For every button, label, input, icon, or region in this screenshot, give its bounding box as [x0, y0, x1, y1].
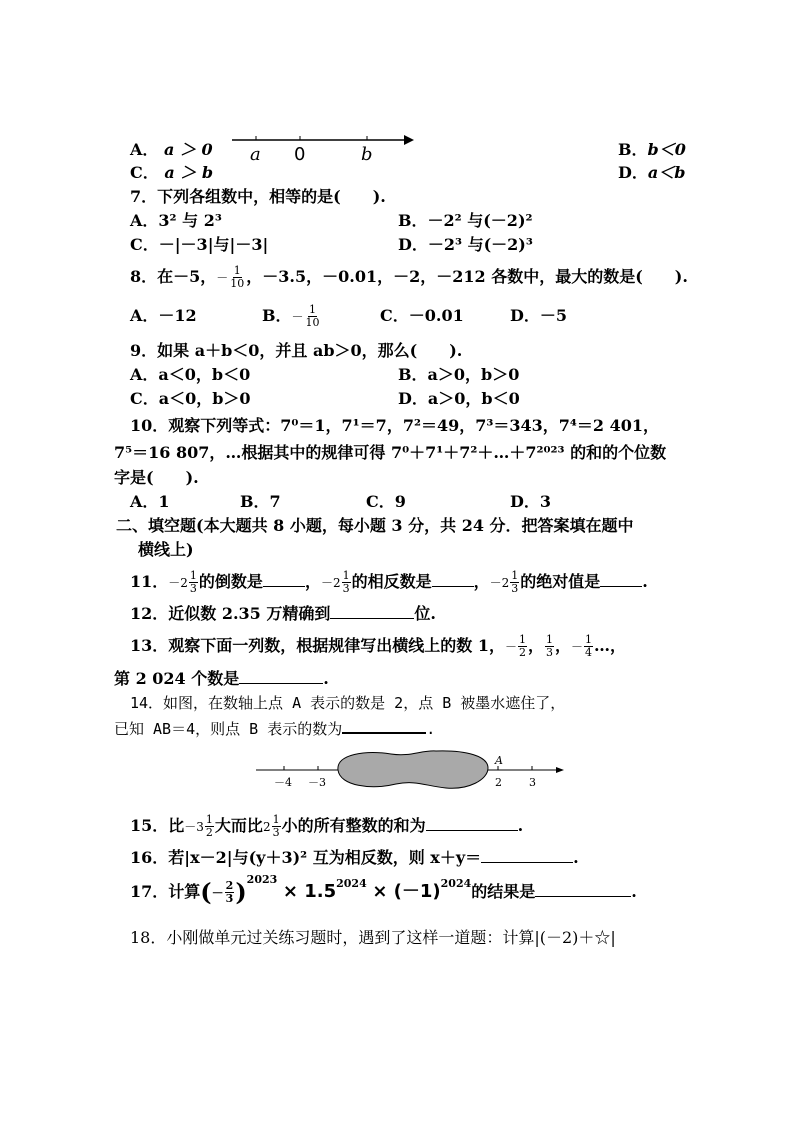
q6-option-d: [618, 163, 685, 183]
q6-option-a: [130, 140, 213, 160]
q13-tail: …，: [594, 636, 627, 655]
q12: [130, 604, 436, 624]
q11-m3-whole: －2: [489, 575, 510, 590]
q17-pre: 17．计算: [130, 882, 201, 901]
q13-f3-num: 1: [546, 633, 554, 646]
q14-blank[interactable]: [342, 718, 426, 734]
q11-mixed-3: [490, 570, 521, 595]
section2-heading-cont: 横线上): [138, 540, 194, 559]
q16-blank[interactable]: [481, 848, 573, 863]
q14-label-a: A: [495, 754, 503, 767]
q9-stem: 9．如果 a＋b＜0，并且 ab＞0，那么( ).: [130, 341, 463, 360]
q16: [130, 848, 579, 868]
q11-num: 11．: [130, 572, 169, 591]
q11-m2-num: 1: [342, 569, 350, 582]
q8-option-b: [262, 304, 322, 329]
q17-end: .: [631, 882, 637, 901]
q15-m1-den: 2: [205, 826, 213, 839]
q15-post: 小的所有整数的和为: [281, 816, 426, 835]
q8-frac-sign: －: [216, 271, 229, 285]
q15-m1-num: 1: [205, 813, 213, 826]
q6-b-label: B．: [618, 140, 648, 159]
q17-blank[interactable]: [535, 882, 631, 897]
q11-t2: ，: [304, 572, 321, 591]
q8-frac-num: 1: [233, 264, 241, 277]
q11-end: .: [642, 572, 648, 591]
q17-exp1: 2023: [246, 873, 278, 886]
q15-mixed-1: [184, 814, 215, 839]
q8-option-c: C．－0.01: [380, 306, 464, 325]
q6-axis-b: b: [361, 144, 373, 165]
q17-fraction: [225, 880, 235, 905]
q8-b-frac-den: 10: [305, 316, 320, 329]
q7-option-a: A．3² 与 2³: [130, 211, 222, 230]
q9-option-d: D．a＞0，b＜0: [398, 389, 520, 408]
q17-frac-den: 3: [225, 892, 234, 905]
q17-exp3: 2024: [440, 877, 472, 890]
section2-heading: 二、填空题(本大题共 8 小题，每小题 3 分，共 24 分．把答案填在题中: [116, 516, 634, 535]
q17-left-paren: (: [200, 877, 212, 907]
q17-mid2: × (－1): [372, 881, 441, 902]
q17: [130, 873, 637, 907]
q14-line2-pre: 已知 AB＝4，则点 B 表示的数为: [114, 720, 343, 738]
q6-a-label: A．: [130, 140, 159, 159]
q10-line1: 10．观察下列等式：7⁰＝1，7¹＝7，7²＝49，7³＝343，7⁴＝2 401，: [130, 416, 660, 435]
q11-t3: 的相反数是: [351, 572, 432, 591]
q14-label-m4: －4: [274, 776, 292, 789]
q8-option-a: A．－12: [130, 306, 197, 325]
q8-frac-den: 10: [230, 277, 245, 290]
q11: [130, 570, 648, 595]
q6-c-label: C．: [130, 163, 159, 182]
q13-pre: 13．观察下面一列数，根据规律写出横线上的数 1，: [130, 636, 505, 655]
q11-m1-whole: －2: [168, 575, 188, 590]
q6-axis-zero: 0: [294, 144, 306, 165]
q9-option-c: C．a＜0，b＞0: [130, 389, 251, 408]
q15-mid: 大而比: [214, 816, 263, 835]
q14-line2: [114, 718, 435, 739]
q15-mixed-2: [263, 814, 282, 839]
q14-line2-post: .: [426, 720, 436, 738]
q14-label-2: 2: [495, 776, 502, 789]
q17-frac-sign: －: [211, 886, 224, 900]
q13-blank[interactable]: [239, 669, 323, 684]
q6-option-b: [618, 140, 686, 160]
q7-option-c: C．－|－3|与|－3|: [130, 235, 269, 254]
q15-m2-whole: 2: [262, 819, 271, 834]
q16-end: .: [573, 848, 579, 867]
q16-pre: 16．若|x－2|与(y＋3)² 互为相反数，则 x＋y＝: [130, 848, 482, 867]
q13-f4-sign: －: [571, 640, 584, 654]
q8-stem-post: ，－3.5，－0.01，－2，－212 各数中，最大的数是( ).: [246, 267, 688, 286]
q15-pre: 15．比: [130, 816, 185, 835]
q14-label-3: 3: [529, 776, 536, 789]
ink-blot: [338, 751, 488, 788]
q8-b-frac-num: 1: [309, 303, 317, 316]
q14-label-m3: －3: [308, 776, 326, 789]
q15-m2-num: 1: [272, 813, 280, 826]
q11-m3-den: 3: [511, 582, 519, 595]
q11-m1-num: 1: [189, 569, 197, 582]
q11-t4: ，: [473, 572, 490, 591]
q13-f2-sign: －: [504, 640, 517, 654]
q17-post: 的结果是: [471, 882, 536, 901]
q18: 18．小刚做单元过关练习题时，遇到了这样一道题：计算|(－2)＋☆|: [130, 928, 616, 947]
q13-f2-den: 2: [519, 646, 526, 659]
q15-m1-whole: －3: [184, 819, 204, 834]
q6-d-label: D．: [618, 163, 648, 182]
q12-pre: 12．近似数 2.35 万精确到: [130, 604, 331, 623]
q10-line3: 字是( ).: [114, 468, 199, 487]
q6-a-text: a ＞ 0: [164, 140, 213, 159]
q13-line2-pre: 第 2 024 个数是: [114, 669, 240, 688]
q13-f3-den: 3: [546, 646, 554, 659]
q8-fraction: [229, 265, 245, 290]
q10-line2: 7⁵＝16 807，…根据其中的规律可得 7⁰＋7¹＋7²＋…＋7²⁰²³ 的和的个位数: [114, 443, 667, 462]
q7-option-b: B．－2² 与(－2)²: [398, 211, 533, 230]
q13-line2: [114, 669, 329, 689]
q11-mixed-2: [321, 570, 352, 595]
q15-end: .: [517, 816, 524, 835]
q6-option-c: [130, 163, 213, 183]
q10-option-d: D．3: [510, 492, 552, 511]
q8-option-d: D．－5: [510, 306, 568, 325]
q11-blank-2[interactable]: [432, 572, 474, 587]
q11-mixed-1: [168, 570, 199, 595]
q8-b-frac-sign: －: [291, 310, 304, 324]
q6-axis-a: a: [250, 144, 261, 165]
q13-f2-num: 1: [519, 633, 526, 646]
q11-blank-3[interactable]: [600, 572, 642, 587]
q8-stem: [130, 265, 688, 290]
q12-blank[interactable]: [330, 604, 414, 619]
q10-option-a: A．1: [130, 492, 170, 511]
q9-option-a: A．a＜0，b＜0: [130, 365, 251, 384]
q11-m2-whole: －2: [320, 575, 341, 590]
q17-right-paren: ): [235, 877, 247, 907]
q12-post: 位.: [414, 604, 436, 623]
q17-frac-num: 2: [225, 879, 234, 892]
q8-stem-pre: 8．在－5，: [130, 267, 217, 286]
q11-m3-num: 1: [511, 569, 519, 582]
q13-frac-2: [518, 634, 527, 659]
q6-b-text: b＜0: [647, 140, 686, 159]
q10-option-c: C．9: [366, 492, 406, 511]
q10-option-b: B．7: [240, 492, 281, 511]
q6-number-line: [232, 128, 416, 168]
q13-f4-num: 1: [585, 633, 593, 646]
q14-number-line-figure: [256, 746, 572, 796]
q13-line2-post: .: [323, 669, 329, 688]
q13-frac-3: [545, 634, 554, 659]
q8-b-fraction: [305, 304, 321, 329]
q11-blank-1[interactable]: [263, 572, 305, 587]
q17-exp2: 2024: [336, 877, 367, 890]
q14-line1: 14．如图，在数轴上点 A 表示的数是 2，点 B 被墨水遮住了，: [130, 694, 566, 712]
q11-t5: 的绝对值是: [520, 572, 601, 591]
q7-stem: 7．下列各组数中，相等的是( ).: [130, 187, 386, 206]
q6-c-text: a ＞ b: [164, 163, 214, 182]
q6-d-text: a＜b: [647, 163, 686, 182]
q15-blank[interactable]: [426, 816, 518, 831]
q11-m1-den: 3: [189, 582, 197, 595]
q15-m2-den: 3: [272, 826, 280, 839]
q9-option-b: B．a＞0，b＞0: [398, 365, 520, 384]
q11-t1: 的倒数是: [198, 572, 263, 591]
q13-line1: 13．观察下面一列数，根据规律写出横线上的数 1，－ $\frac{1}{2}$ ， $\frac{1}{3}$ ，－ $\frac{1}{4}$ …，: [130, 633, 627, 659]
q15: [130, 814, 523, 839]
q7-option-d: D．－2³ 与(－2)³: [398, 235, 533, 254]
q13-f4-den: 4: [585, 646, 593, 659]
q11-m2-den: 3: [342, 582, 350, 595]
q8-b-label: B．: [262, 306, 292, 325]
q17-mid: × 1.5: [282, 881, 337, 902]
q13-frac-4: [584, 634, 593, 659]
